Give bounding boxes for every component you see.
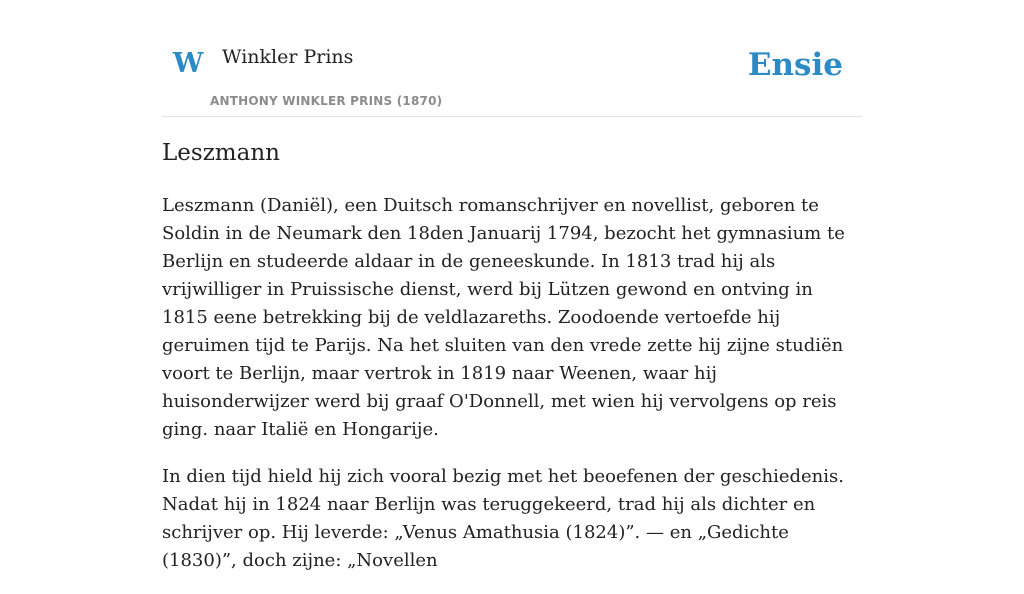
article-card <box>162 0 862 571</box>
ensie-brand-logo[interactable]: Ensie <box>747 47 843 83</box>
article-title: Leszmann <box>162 140 280 166</box>
article-paragraph: In dien tijd hield hij zich vooral bezig met het beoefenen der geschiedenis. Nadat hij in 1824 naar Berlijn was teruggekeerd, trad hij als dichter en schrijver op. Hij leverde: „Venus Amathusia (1824)”. — en „Gedichte (1830)”, doch zijne: „Novellen <box>162 466 844 571</box>
article-body <box>162 192 862 594</box>
source-header <box>162 0 862 117</box>
source-subtitle: ANTHONY WINKLER PRINS (1870) <box>210 94 443 108</box>
source-name-link[interactable]: Winkler Prins <box>222 46 354 68</box>
winkler-prins-logo-icon[interactable]: W <box>173 48 204 79</box>
article-paragraph: Leszmann (Daniël), een Duitsch romanschrijver en novellist, geboren te Soldin in de Neumark den 18den Januarij 1794, bezocht het gymnasium te Berlijn en studeerde aldaar in de geneeskunde. In 1813 trad hij als vrijwilliger in Pruissische dienst, werd bij Lützen gewond en ontving in 1815 eene betrekking bij de veldlazareths. Zoodoende vertoefde hij geruimen tijd te Parijs. Na het sluiten van den vrede zette hij zijne studiën voort te Berlijn, maar vertrok in 1819 naar Weenen, waar hij huisonderwijzer werd bij graaf O'Donnell, met wien hij vervolgens op reis ging. naar Italië en Hongarije. <box>162 195 845 440</box>
